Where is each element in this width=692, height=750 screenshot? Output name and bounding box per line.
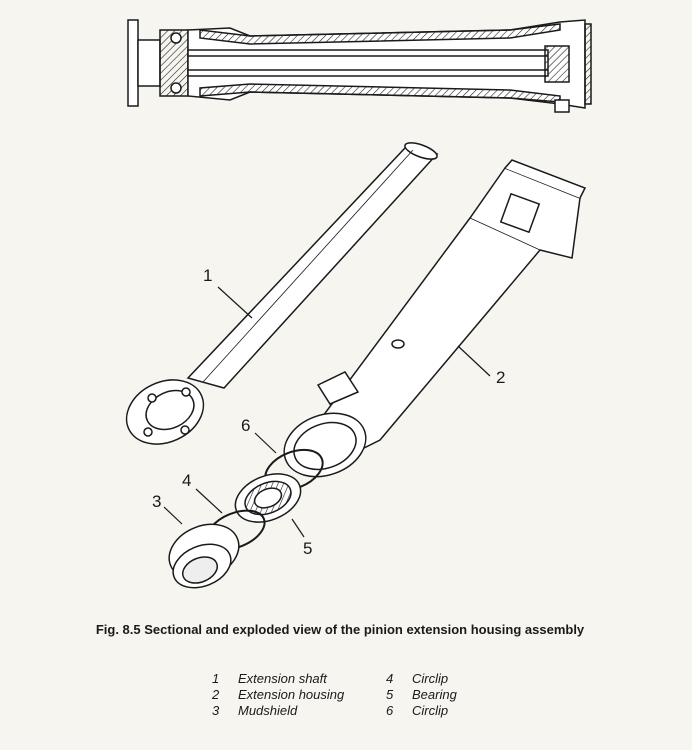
- legend-item: [212, 671, 344, 687]
- callout-1: 1: [203, 266, 213, 285]
- leader-1: [218, 287, 252, 318]
- callout-3: 3: [152, 492, 162, 511]
- legend-label: Extension shaft: [238, 671, 327, 686]
- legend-item: [386, 687, 457, 703]
- leader-4: [196, 489, 222, 513]
- callout-5: 5: [303, 539, 313, 558]
- legend-item: [212, 703, 344, 719]
- legend-number: 1: [212, 671, 220, 686]
- legend-item: [386, 671, 457, 687]
- legend-label: Circlip: [412, 703, 449, 718]
- callout-2: 2: [496, 368, 506, 387]
- legend-number: 3: [212, 703, 220, 718]
- legend-right-column: [386, 671, 457, 719]
- sectional-view: [128, 20, 591, 112]
- legend-left-column: [212, 671, 344, 719]
- mudshield: [161, 514, 247, 595]
- legend-item: [212, 687, 344, 703]
- figure-caption: Fig. 8.5 Sectional and exploded view of the pinion extension housing assembly: [95, 622, 585, 637]
- legend-number: 5: [386, 687, 394, 702]
- legend-number: 4: [386, 671, 394, 686]
- leader-5: [292, 519, 304, 537]
- legend-number: 2: [212, 687, 220, 702]
- legend-label: Bearing: [412, 687, 457, 702]
- legend-label: Mudshield: [238, 703, 298, 718]
- leader-3: [164, 507, 182, 524]
- callout-6: 6: [241, 416, 251, 435]
- bearing: [228, 465, 308, 531]
- legend-number: 6: [386, 703, 394, 718]
- legend-item: [386, 703, 457, 719]
- legend-label: Circlip: [412, 671, 449, 686]
- leader-6: [255, 433, 276, 453]
- extension-housing: [275, 160, 585, 488]
- legend-label: Extension housing: [238, 687, 345, 702]
- callout-4: 4: [182, 471, 192, 490]
- leader-2: [458, 346, 490, 376]
